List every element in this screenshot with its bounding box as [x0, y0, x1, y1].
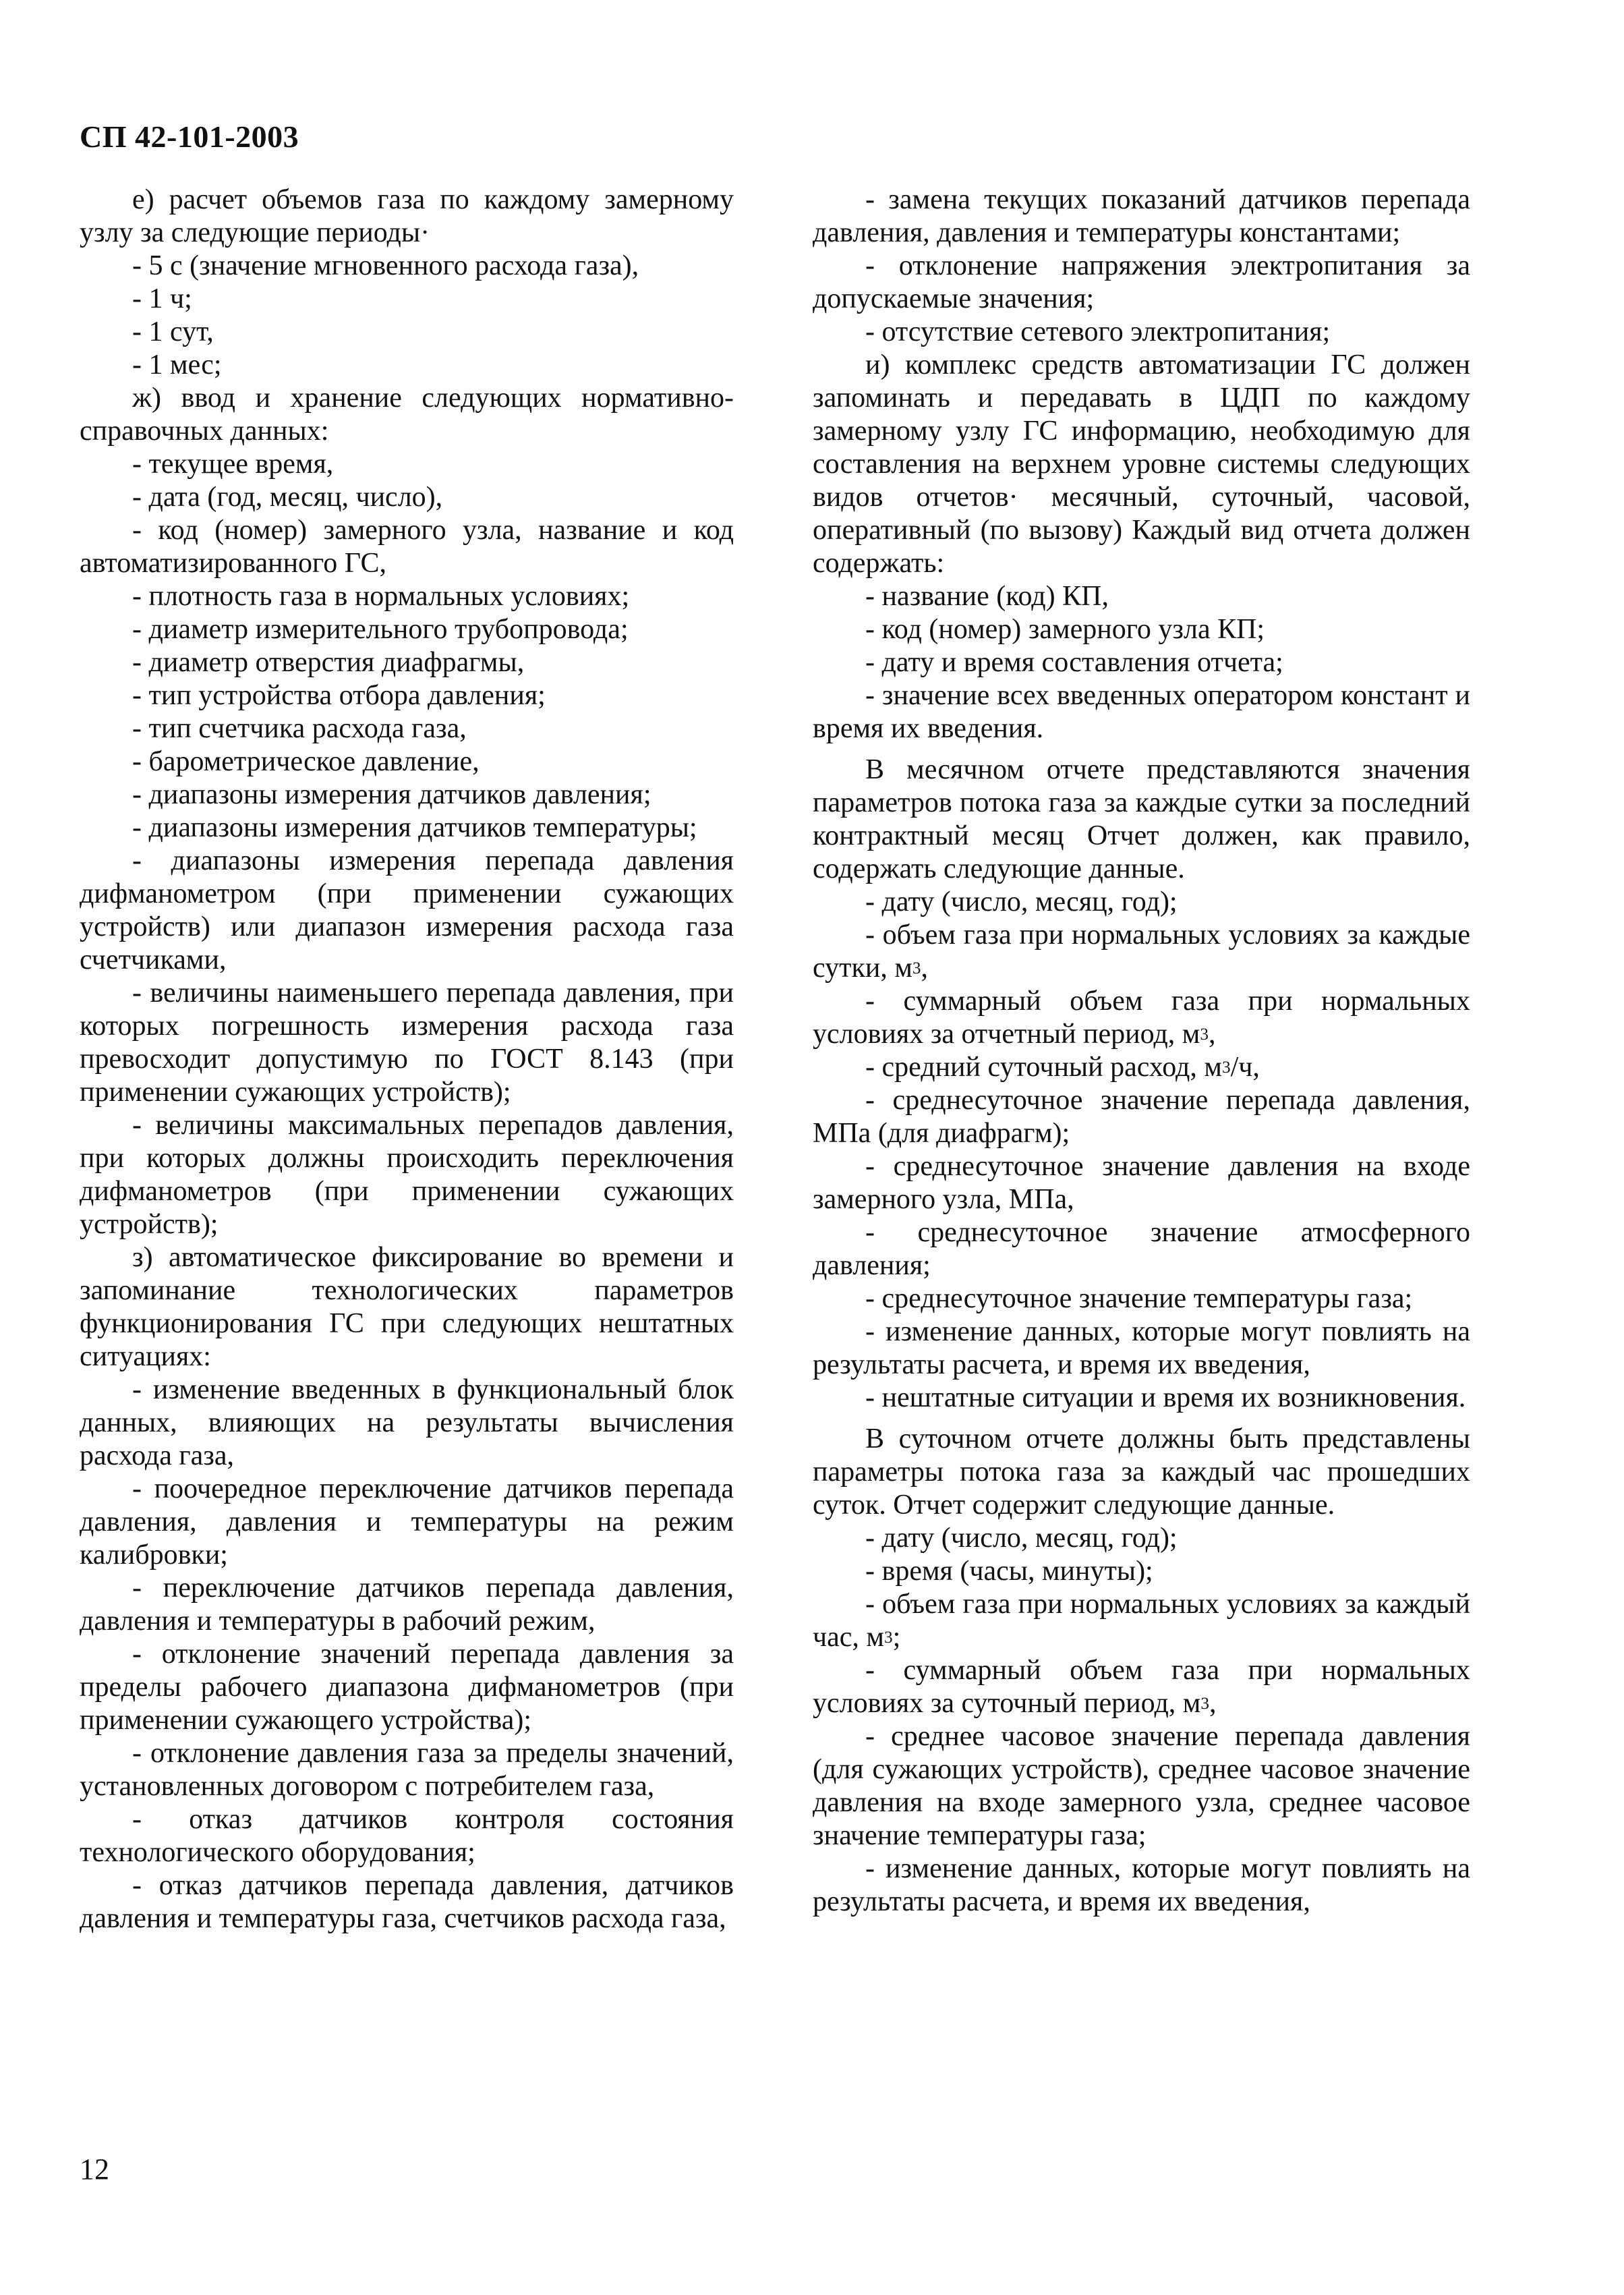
list-item: - название (код) КП,	[865, 581, 1109, 612]
superscript: 3	[1200, 1694, 1209, 1713]
text: - объем газа при нормальных условиях за каждый час, м	[813, 1589, 1470, 1653]
list-item: - величины наименьшего перепада давления, при которых погрешность измерения расхода газа превосходит допустимую по ГОСТ 8.143 (при применении сужающих устройств);	[80, 978, 734, 1108]
list-item: - текущее время,	[132, 449, 334, 480]
paragraph: В суточном отчете должны быть представлены параметры потока газа за каждый час прошедших суток. Отчет содержит следующие данные.	[813, 1423, 1470, 1521]
superscript: 3	[1221, 1058, 1231, 1077]
list-item: - среднесуточное значение температуры газа;	[865, 1283, 1413, 1314]
list-item: - код (номер) замерного узла КП;	[865, 614, 1265, 645]
page-number: 12	[80, 2153, 109, 2186]
list-item: - среднесуточное значение атмосферного давления;	[813, 1217, 1470, 1281]
list-item: - среднее часовое значение перепада давления (для сужающих устройств), среднее часовое значение давления на входе замерного узла, среднее часовое значение температуры газа;	[813, 1721, 1470, 1851]
text: - средний суточный расход, м	[865, 1052, 1222, 1083]
list-item: - отказ датчиков перепада давления, датчиков давления и температуры газа, счетчиков расхода газа,	[80, 1870, 734, 1934]
list-item: - дату и время составления отчета;	[865, 647, 1283, 678]
list-item: - среднесуточное значение перепада давления, МПа (для диафрагм);	[813, 1085, 1470, 1149]
list-item: - плотность газа в нормальных условиях;	[132, 581, 630, 612]
list-item: - барометрическое давление,	[132, 746, 480, 777]
list-item: - отклонение давления газа за пределы значений, установленных договором с потребителем газа,	[80, 1738, 734, 1802]
list-item: - изменение данных, которые могут повлиять на результаты расчета, и время их введения,	[813, 1316, 1470, 1380]
text: ,	[1209, 1688, 1217, 1719]
list-item: - дату (число, месяц, год);	[865, 886, 1178, 917]
list-item	[813, 1588, 1470, 1654]
list-item: - диаметр измерительного трубопровода;	[132, 614, 629, 645]
list-item: - величины максимальных перепадов давления, при которых должны происходить переключения дифманометров (при применении сужающих устройств);	[80, 1110, 734, 1240]
list-item: - диапазоны измерения датчиков давления;	[132, 779, 651, 810]
list-item: - диапазоны измерения перепада давления дифманометром (при применении сужающих устройств) или диапазон измерения расхода газа счетчиками,	[80, 845, 734, 975]
list-item: - отклонение напряжения электропитания за допускаемые значения;	[813, 250, 1470, 314]
document-code-header: СП 42-101-2003	[80, 119, 299, 154]
list-item	[813, 919, 1470, 985]
text: - суммарный объем газа при нормальных условиях за суточный период, м	[813, 1655, 1470, 1719]
superscript: 3	[912, 959, 921, 978]
list-item: - время (часы, минуты);	[865, 1556, 1153, 1587]
list-item: - переключение датчиков перепада давления, давления и температуры в рабочий режим,	[80, 1572, 734, 1637]
list-item: - диаметр отверстия диафрагмы,	[132, 647, 525, 678]
text: /ч,	[1230, 1052, 1260, 1083]
list-item: - 1 ч;	[132, 283, 192, 314]
paragraph: з) автоматическое фиксирование во времени и запоминание технологических параметров функционирования ГС при следующих нештатных ситуациях:	[80, 1242, 734, 1372]
list-item: - отклонение значений перепада давления за пределы рабочего диапазона дифманометров (при применении сужающего устройства);	[80, 1639, 734, 1736]
left-text-column	[80, 183, 734, 1935]
text: ;	[892, 1622, 901, 1653]
list-item	[813, 1654, 1470, 1720]
list-item: - изменение данных, которые могут повлиять на результаты расчета, и время их введения,	[813, 1853, 1470, 1917]
superscript: 3	[1200, 1025, 1209, 1044]
list-item: - отказ датчиков контроля состояния технологического оборудования;	[80, 1804, 734, 1868]
list-item: - 5 с (значение мгновенного расхода газа),	[132, 250, 639, 281]
list-item: - нештатные ситуации и время их возникновения.	[865, 1382, 1466, 1413]
list-item: - изменение введенных в функциональный блок данных, влияющих на результаты вычисления расхода газа,	[80, 1374, 734, 1471]
paragraph: ж) ввод и хранение следующих нормативно-справочных данных:	[80, 382, 734, 447]
list-item: - поочередное переключение датчиков перепада давления, давления и температуры на режим калибровки;	[80, 1473, 734, 1570]
list-item: - 1 мес;	[132, 349, 222, 380]
list-item: - дата (год, месяц, число),	[132, 482, 443, 513]
text: ,	[921, 953, 928, 984]
list-item	[813, 985, 1470, 1051]
list-item: - диапазоны измерения датчиков температуры;	[132, 812, 697, 843]
paragraph: е) расчет объемов газа по каждому замерному узлу за следующие периоды·	[80, 184, 734, 248]
list-item	[813, 1051, 1470, 1084]
paragraph: и) комплекс средств автоматизации ГС должен запоминать и передавать в ЦДП по каждому замерному узлу ГС информацию, необходимую для составления на верхнем уровне системы следующих видов отчетов· месячный, суточный, часовой, оперативный (по вызову) Каждый вид отчета должен содержать:	[813, 349, 1470, 579]
list-item: - код (номер) замерного узла, название и код автоматизированного ГС,	[80, 515, 734, 579]
list-item: - замена текущих показаний датчиков перепада давления, давления и температуры константами;	[813, 184, 1470, 248]
list-item: - 1 сут,	[132, 316, 214, 347]
superscript: 3	[883, 1628, 893, 1647]
list-item: - тип счетчика расхода газа,	[132, 713, 467, 744]
text: ,	[1208, 1019, 1216, 1050]
list-item: - отсутствие сетевого электропитания;	[865, 316, 1331, 347]
list-item: - среднесуточное значение давления на входе замерного узла, МПа,	[813, 1151, 1470, 1215]
right-text-column	[813, 183, 1470, 1919]
text: - суммарный объем газа при нормальных условиях за отчетный период, м	[813, 986, 1470, 1050]
paragraph: В месячном отчете представляются значения параметров потока газа за каждые сутки за последний контрактный месяц Отчет должен, как правило, содержать следующие данные.	[813, 754, 1470, 884]
text: - объем газа при нормальных условиях за каждые сутки, м	[813, 919, 1470, 984]
list-item: - тип устройства отбора давления;	[132, 680, 546, 711]
list-item: - значение всех введенных оператором констант и время их введения.	[813, 680, 1470, 744]
list-item: - дату (число, месяц, год);	[865, 1523, 1178, 1554]
